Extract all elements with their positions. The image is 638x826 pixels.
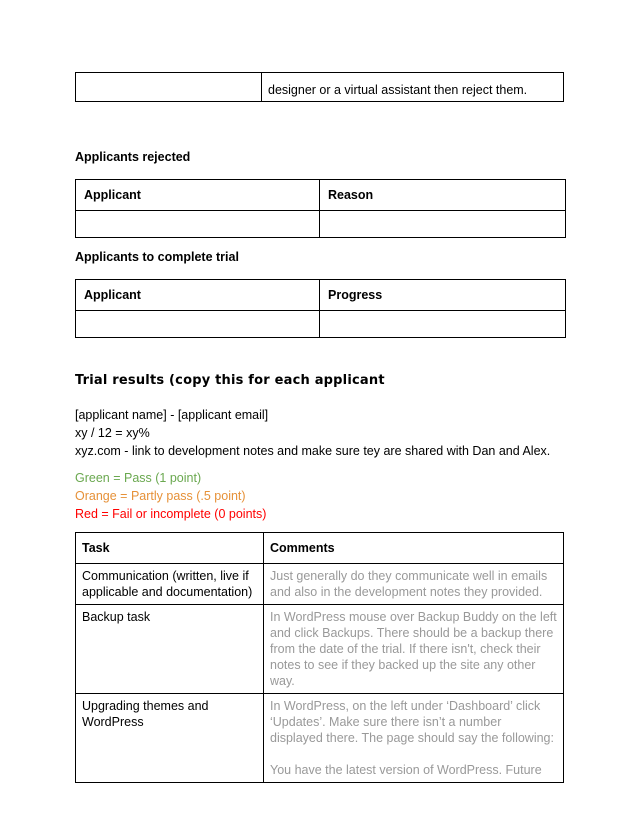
tasks-table xyxy=(75,532,564,783)
top-table-left-cell xyxy=(76,73,262,102)
tasks-header-task: Task xyxy=(76,533,264,564)
legend-red: Red = Fail or incomplete (0 points) xyxy=(75,507,267,521)
comment-cell: In WordPress mouse over Backup Buddy on the left and click Backups. There should be a backup there from the date of the trial. If there isn't, check their notes to see if they backed up the site any other way. xyxy=(264,605,564,694)
top-table-right-text: designer or a virtual assistant then reject them. xyxy=(268,83,528,97)
comment-cell: Just generally do they communicate well in emails and also in the development notes they provided. xyxy=(264,564,564,605)
comment-extra-text: You have the latest version of WordPress. Future xyxy=(270,763,542,777)
trial-title: Applicants to complete trial xyxy=(75,250,239,264)
trial-cell-applicant[interactable] xyxy=(76,311,320,338)
trial-cell-progress[interactable] xyxy=(320,311,566,338)
table-row xyxy=(76,694,564,783)
legend-orange: Orange = Partly pass (.5 point) xyxy=(75,489,246,503)
rejected-header-applicant: Applicant xyxy=(76,180,320,211)
task-cell: Upgrading themes and WordPress xyxy=(76,694,264,783)
task-cell: Backup task xyxy=(76,605,264,694)
results-line-applicant: [applicant name] - [applicant email] xyxy=(75,408,269,422)
legend-green: Green = Pass (1 point) xyxy=(75,471,202,485)
top-table-right-cell xyxy=(262,73,564,102)
table-row xyxy=(76,564,564,605)
task-cell: Communication (written, live if applicable and documentation) xyxy=(76,564,264,605)
trial-header-progress: Progress xyxy=(320,280,566,311)
top-table xyxy=(75,72,564,102)
table-row xyxy=(76,605,564,694)
tasks-header-comments: Comments xyxy=(264,533,564,564)
rejected-header-reason: Reason xyxy=(320,180,566,211)
rejected-title: Applicants rejected xyxy=(75,150,191,164)
rejected-cell-reason[interactable] xyxy=(320,211,566,238)
results-lines xyxy=(75,406,575,460)
trial-header-applicant: Applicant xyxy=(76,280,320,311)
results-legend xyxy=(75,469,475,523)
rejected-table xyxy=(75,179,566,238)
results-heading: Trial results (copy this for each applicant xyxy=(75,373,385,388)
results-line-score: xy / 12 = xy% xyxy=(75,426,150,440)
comment-text: In WordPress, on the left under ‘Dashboard’ click ‘Updates’. Make sure there isn’t a number displayed there. The page should say the following: xyxy=(270,699,554,745)
trial-table xyxy=(75,279,566,338)
comment-cell xyxy=(264,694,564,783)
rejected-cell-applicant[interactable] xyxy=(76,211,320,238)
results-line-link: xyz.com - link to development notes and make sure tey are shared with Dan and Alex. xyxy=(75,444,551,458)
